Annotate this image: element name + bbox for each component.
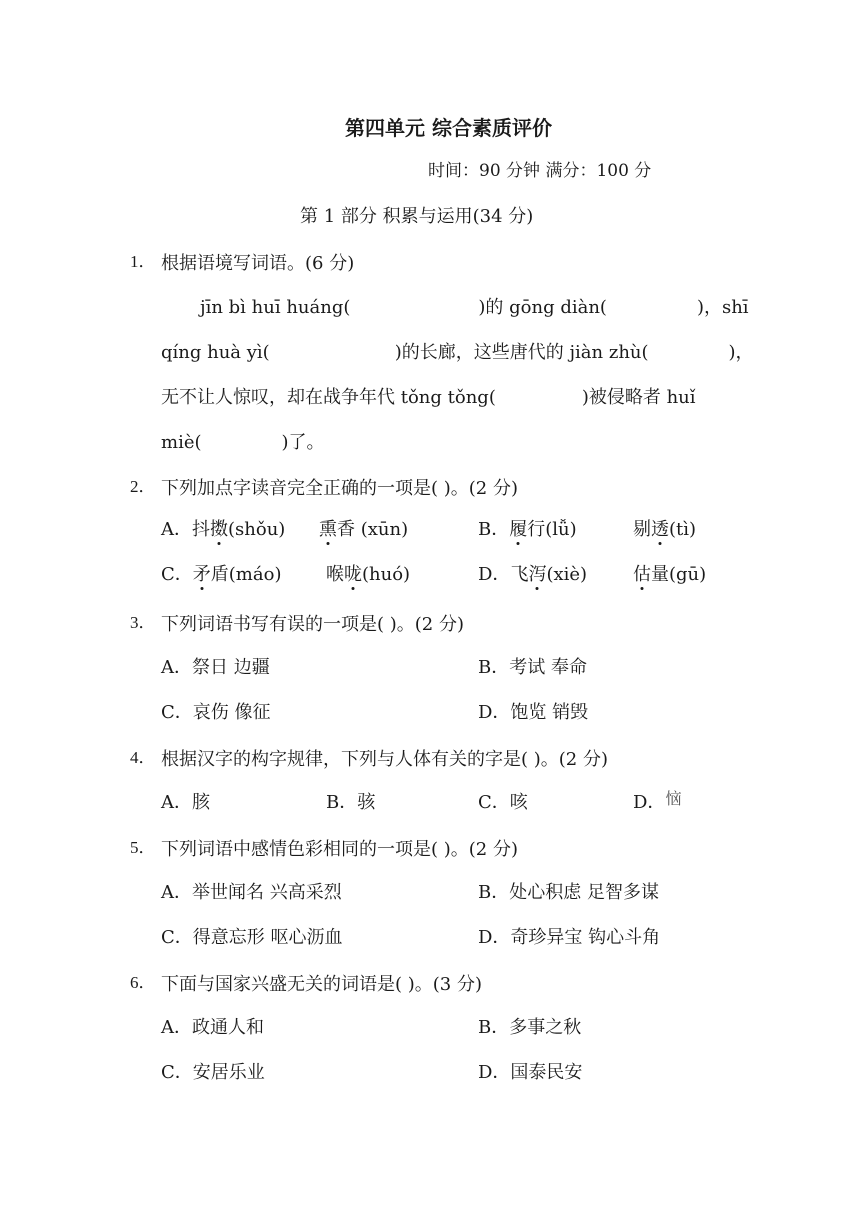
option-b[interactable]: B．处心积虑 足智多谋 — [478, 882, 659, 903]
option-c-second — [326, 566, 410, 584]
option-text: 盾(máo) — [210, 564, 282, 585]
q1-text: )的 gōng diàn( — [478, 297, 607, 318]
option-c[interactable] — [161, 566, 281, 584]
q1-text: jīn bì huī huáng( — [200, 297, 351, 318]
option-text: 剔 — [633, 519, 651, 540]
dotted-character: 咙 — [344, 564, 362, 585]
question-stem: 下面与国家兴盛无关的词语是( )。(3 分) — [161, 974, 482, 995]
option-text: (xiè) — [546, 564, 588, 585]
option-text: 香 (xūn) — [337, 519, 409, 540]
option-text: (huó) — [362, 564, 411, 585]
question-number: 5． — [130, 838, 156, 857]
option-d[interactable]: D．奇珍异宝 钩心斗角 — [478, 927, 661, 948]
question-number: 6． — [130, 973, 156, 992]
dotted-character: 透 — [651, 519, 669, 540]
q1-line-1 — [200, 299, 749, 317]
option-c[interactable]: C．哀伤 像征 — [161, 702, 271, 723]
option-d[interactable] — [633, 789, 682, 813]
dotted-character: 履 — [509, 519, 528, 540]
q1-text: miè( — [161, 432, 202, 453]
dotted-character: 擞 — [210, 519, 228, 540]
option-a-second — [319, 521, 408, 539]
option-text: (shǒu) — [228, 519, 286, 540]
question-number: 4． — [130, 748, 156, 767]
exam-meta: 时间：90 分钟 满分：100 分 — [428, 161, 652, 181]
q1-text: )了。 — [281, 432, 325, 453]
q1-text: )被侵略者 huǐ — [581, 387, 696, 408]
option-d-second — [633, 566, 706, 584]
option-a[interactable]: A．政通人和 — [161, 1017, 264, 1038]
option-b-second — [633, 521, 696, 539]
option-d[interactable] — [478, 566, 587, 584]
option-a[interactable] — [161, 521, 285, 539]
dotted-character: 矛 — [192, 564, 211, 585]
option-b[interactable]: B．骇 — [326, 792, 376, 813]
q1-text: qíng huà yì( — [161, 342, 270, 363]
option-label: B． — [478, 519, 510, 540]
question-number: 3． — [130, 613, 156, 632]
option-text: 喉 — [326, 564, 344, 585]
question-stem: 下列加点字读音完全正确的一项是( )。(2 分) — [161, 478, 518, 499]
option-text: 行(lǚ) — [527, 519, 577, 540]
q1-text: )，shī — [696, 297, 749, 318]
option-text: 飞 — [510, 564, 529, 585]
option-c[interactable]: C．安居乐业 — [161, 1062, 265, 1083]
option-c[interactable]: C．咳 — [478, 792, 528, 813]
q1-text: )的长廊，这些唐代的 jiàn zhù( — [394, 342, 649, 363]
option-label: C． — [161, 564, 193, 585]
dotted-character: 估 — [633, 564, 651, 585]
dotted-character: 泻 — [528, 564, 547, 585]
question-number: 1． — [130, 252, 156, 271]
question-number: 2． — [130, 477, 156, 496]
option-b[interactable]: B．多事之秋 — [478, 1017, 582, 1038]
option-a[interactable]: A．祭日 边疆 — [161, 657, 270, 678]
option-text: (tì) — [669, 519, 697, 540]
dotted-character: 熏 — [319, 519, 337, 540]
q1-text: )， — [728, 342, 754, 363]
question-stem: 根据语境写词语。(6 分) — [161, 253, 355, 274]
option-label: A． — [161, 519, 192, 540]
option-label: D． — [633, 792, 666, 813]
question-stem: 根据汉字的构字规律，下列与人体有关的字是( )。(2 分) — [161, 749, 608, 770]
section-heading: 第 1 部分 积累与运用(34 分) — [300, 206, 534, 227]
q1-text: 无不让人惊叹，却在战争年代 tǒng tǒng( — [161, 387, 496, 408]
option-text: 抖 — [192, 519, 210, 540]
option-d[interactable]: D．国泰民安 — [478, 1062, 583, 1083]
option-a[interactable]: A．举世闻名 兴高采烈 — [161, 882, 342, 903]
option-text: 量(gū) — [651, 564, 707, 585]
option-d[interactable]: D．饱览 销毁 — [478, 702, 589, 723]
option-label: D． — [478, 564, 511, 585]
page-title: 第四单元 综合素质评价 — [345, 116, 552, 140]
option-text: 恼 — [665, 789, 682, 808]
option-b[interactable] — [478, 521, 577, 539]
question-stem: 下列词语书写有误的一项是( )。(2 分) — [161, 614, 464, 635]
q1-line-3 — [161, 389, 696, 407]
option-a[interactable]: A．胲 — [161, 792, 210, 813]
option-c[interactable]: C．得意忘形 呕心沥血 — [161, 927, 343, 948]
question-stem: 下列词语中感情色彩相同的一项是( )。(2 分) — [161, 839, 518, 860]
q1-line-4 — [161, 434, 325, 452]
q1-line-2 — [161, 344, 754, 362]
option-b[interactable]: B．考试 奉命 — [478, 657, 587, 678]
